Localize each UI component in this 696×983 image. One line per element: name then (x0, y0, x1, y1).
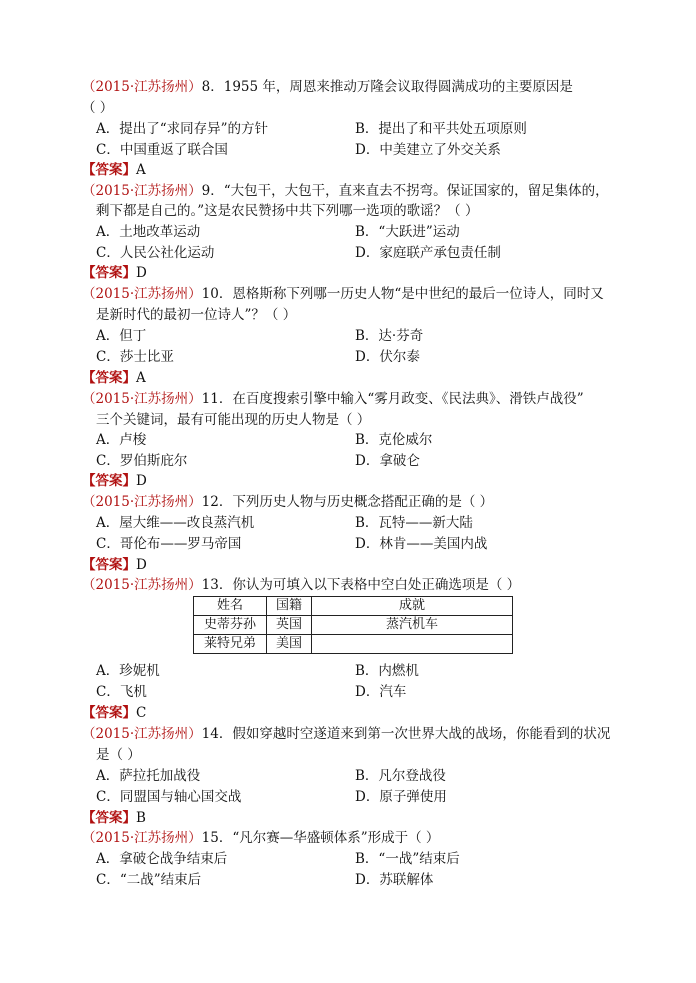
option-a: A．提出了“求同存异”的方针 (96, 121, 269, 137)
question-stem: 12．下列历史人物与历史概念搭配正确的是（ ） (201, 494, 494, 510)
table-cell: 英国 (267, 616, 312, 635)
answer-label: 【答案】 (82, 473, 136, 489)
option-b: B．凡尔登战役 (355, 768, 446, 784)
option-b: B．“一战”结束后 (355, 851, 460, 867)
answer-line (82, 703, 642, 723)
option-b: B．“大跃进”运动 (355, 224, 460, 240)
answer-value: A (136, 370, 146, 386)
option-c: C．中国重返了联合国 (96, 142, 228, 158)
option-a: A．萨拉托加战役 (96, 768, 201, 784)
option-a: A．拿破仑战争结束后 (96, 851, 228, 867)
option-d: D．拿破仑 (355, 453, 420, 469)
question-stem: 11．在百度搜索引擎中输入“雾月政变、《民法典》、滑铁卢战役” (201, 391, 584, 407)
question-source: （2015·江苏扬州） (82, 183, 202, 199)
question-11-line2: 三个关键词，最有可能出现的历史人物是（ ） (96, 412, 371, 428)
option-d: D．中美建立了外交关系 (355, 142, 501, 158)
question-source: （2015·江苏扬州） (82, 494, 202, 510)
option-c: C．“二战”结束后 (96, 872, 202, 888)
option-c: C．莎士比亚 (96, 349, 174, 365)
table-header-cell: 成就 (312, 597, 513, 616)
option-c: C．飞机 (96, 684, 147, 700)
table-row (194, 616, 513, 635)
answer-value: D (136, 473, 147, 489)
question-stem: 9．“大包干，大包干，直来直去不拐弯。保证国家的，留足集体的， (201, 183, 609, 199)
answer-label: 【答案】 (82, 705, 136, 721)
inventor-table (193, 596, 513, 654)
option-d: D．伏尔泰 (355, 349, 420, 365)
answer-line (82, 263, 642, 283)
question-10-line2: 是新时代的最初一位诗人”？（ ） (96, 307, 297, 323)
question-source: （2015·江苏扬州） (82, 726, 202, 742)
answer-value: C (136, 705, 147, 721)
question-14-line2: 是（ ） (96, 747, 141, 763)
question-9-line1 (82, 181, 642, 201)
answer-label: 【答案】 (82, 557, 136, 573)
answer-line (82, 471, 642, 491)
option-c: C．人民公社化运动 (96, 245, 215, 261)
table-header-cell: 国籍 (267, 597, 312, 616)
answer-value: D (136, 265, 147, 281)
question-8-line2: （ ） (82, 100, 114, 116)
option-b: B．内燃机 (355, 663, 419, 679)
question-source: （2015·江苏扬州） (82, 391, 202, 407)
answer-label: 【答案】 (82, 265, 136, 281)
option-c: C．同盟国与轴心国交战 (96, 789, 242, 805)
option-d: D．家庭联产承包责任制 (355, 245, 501, 261)
option-a: A．珍妮机 (96, 663, 160, 679)
option-c: C．罗伯斯庇尔 (96, 453, 188, 469)
question-source: （2015·江苏扬州） (82, 79, 202, 95)
table-cell: 蒸汽机车 (312, 616, 513, 635)
question-15-line1 (82, 828, 642, 848)
question-12-line1 (82, 492, 642, 512)
option-a: A．屋大维——改良蒸汽机 (96, 515, 255, 531)
option-a: A．卢梭 (96, 432, 147, 448)
option-b: B．达·芬奇 (355, 328, 424, 344)
table-header-cell: 姓名 (194, 597, 267, 616)
question-stem: 15．“凡尔赛—华盛顿体系”形成于（ ） (201, 830, 440, 846)
option-b: B．提出了和平共处五项原则 (355, 121, 527, 137)
answer-value: B (136, 810, 146, 826)
question-source: （2015·江苏扬州） (82, 830, 202, 846)
question-stem: 13．你认为可填入以下表格中空白处正确选项是（ ） (201, 577, 521, 593)
option-c: C．哥伦布——罗马帝国 (96, 536, 242, 552)
question-13-line1 (82, 575, 642, 595)
table-row (194, 635, 513, 654)
option-b: B．瓦特——新大陆 (355, 515, 473, 531)
option-a: A．但丁 (96, 328, 147, 344)
question-9-line2: 剩下都是自己的。”这是农民赞扬中共下列哪一选项的歌谣？（ ） (96, 203, 479, 219)
option-d: D．林肯——美国内战 (355, 536, 488, 552)
table-header-row (194, 597, 513, 616)
table-cell-blank (312, 635, 513, 654)
answer-label: 【答案】 (82, 810, 136, 826)
option-d: D．汽车 (355, 684, 407, 700)
question-14-line1 (82, 724, 642, 744)
question-source: （2015·江苏扬州） (82, 286, 202, 302)
question-stem: 10．恩格斯称下列哪一历史人物“是中世纪的最后一位诗人，同时又 (201, 286, 604, 302)
question-source: （2015·江苏扬州） (82, 577, 202, 593)
answer-line (82, 808, 642, 828)
question-stem: 8．1955 年，周恩来推动万隆会议取得圆满成功的主要原因是 (201, 79, 573, 95)
question-10-line1 (82, 284, 642, 304)
question-11-line1 (82, 389, 642, 409)
answer-label: 【答案】 (82, 370, 136, 386)
answer-line (82, 160, 642, 180)
answer-line (82, 555, 642, 575)
answer-value: A (136, 162, 146, 178)
option-b: B．克伦威尔 (355, 432, 433, 448)
table-cell: 美国 (267, 635, 312, 654)
question-8-line1 (82, 77, 642, 97)
table-cell: 莱特兄弟 (194, 635, 267, 654)
answer-label: 【答案】 (82, 162, 136, 178)
option-a: A．土地改革运动 (96, 224, 201, 240)
option-d: D．原子弹使用 (355, 789, 447, 805)
answer-line (82, 368, 642, 388)
table-cell: 史蒂芬孙 (194, 616, 267, 635)
question-stem: 14．假如穿越时空遂道来到第一次世界大战的战场，你能看到的状况 (201, 726, 611, 742)
option-d: D．苏联解体 (355, 872, 434, 888)
answer-value: D (136, 557, 147, 573)
